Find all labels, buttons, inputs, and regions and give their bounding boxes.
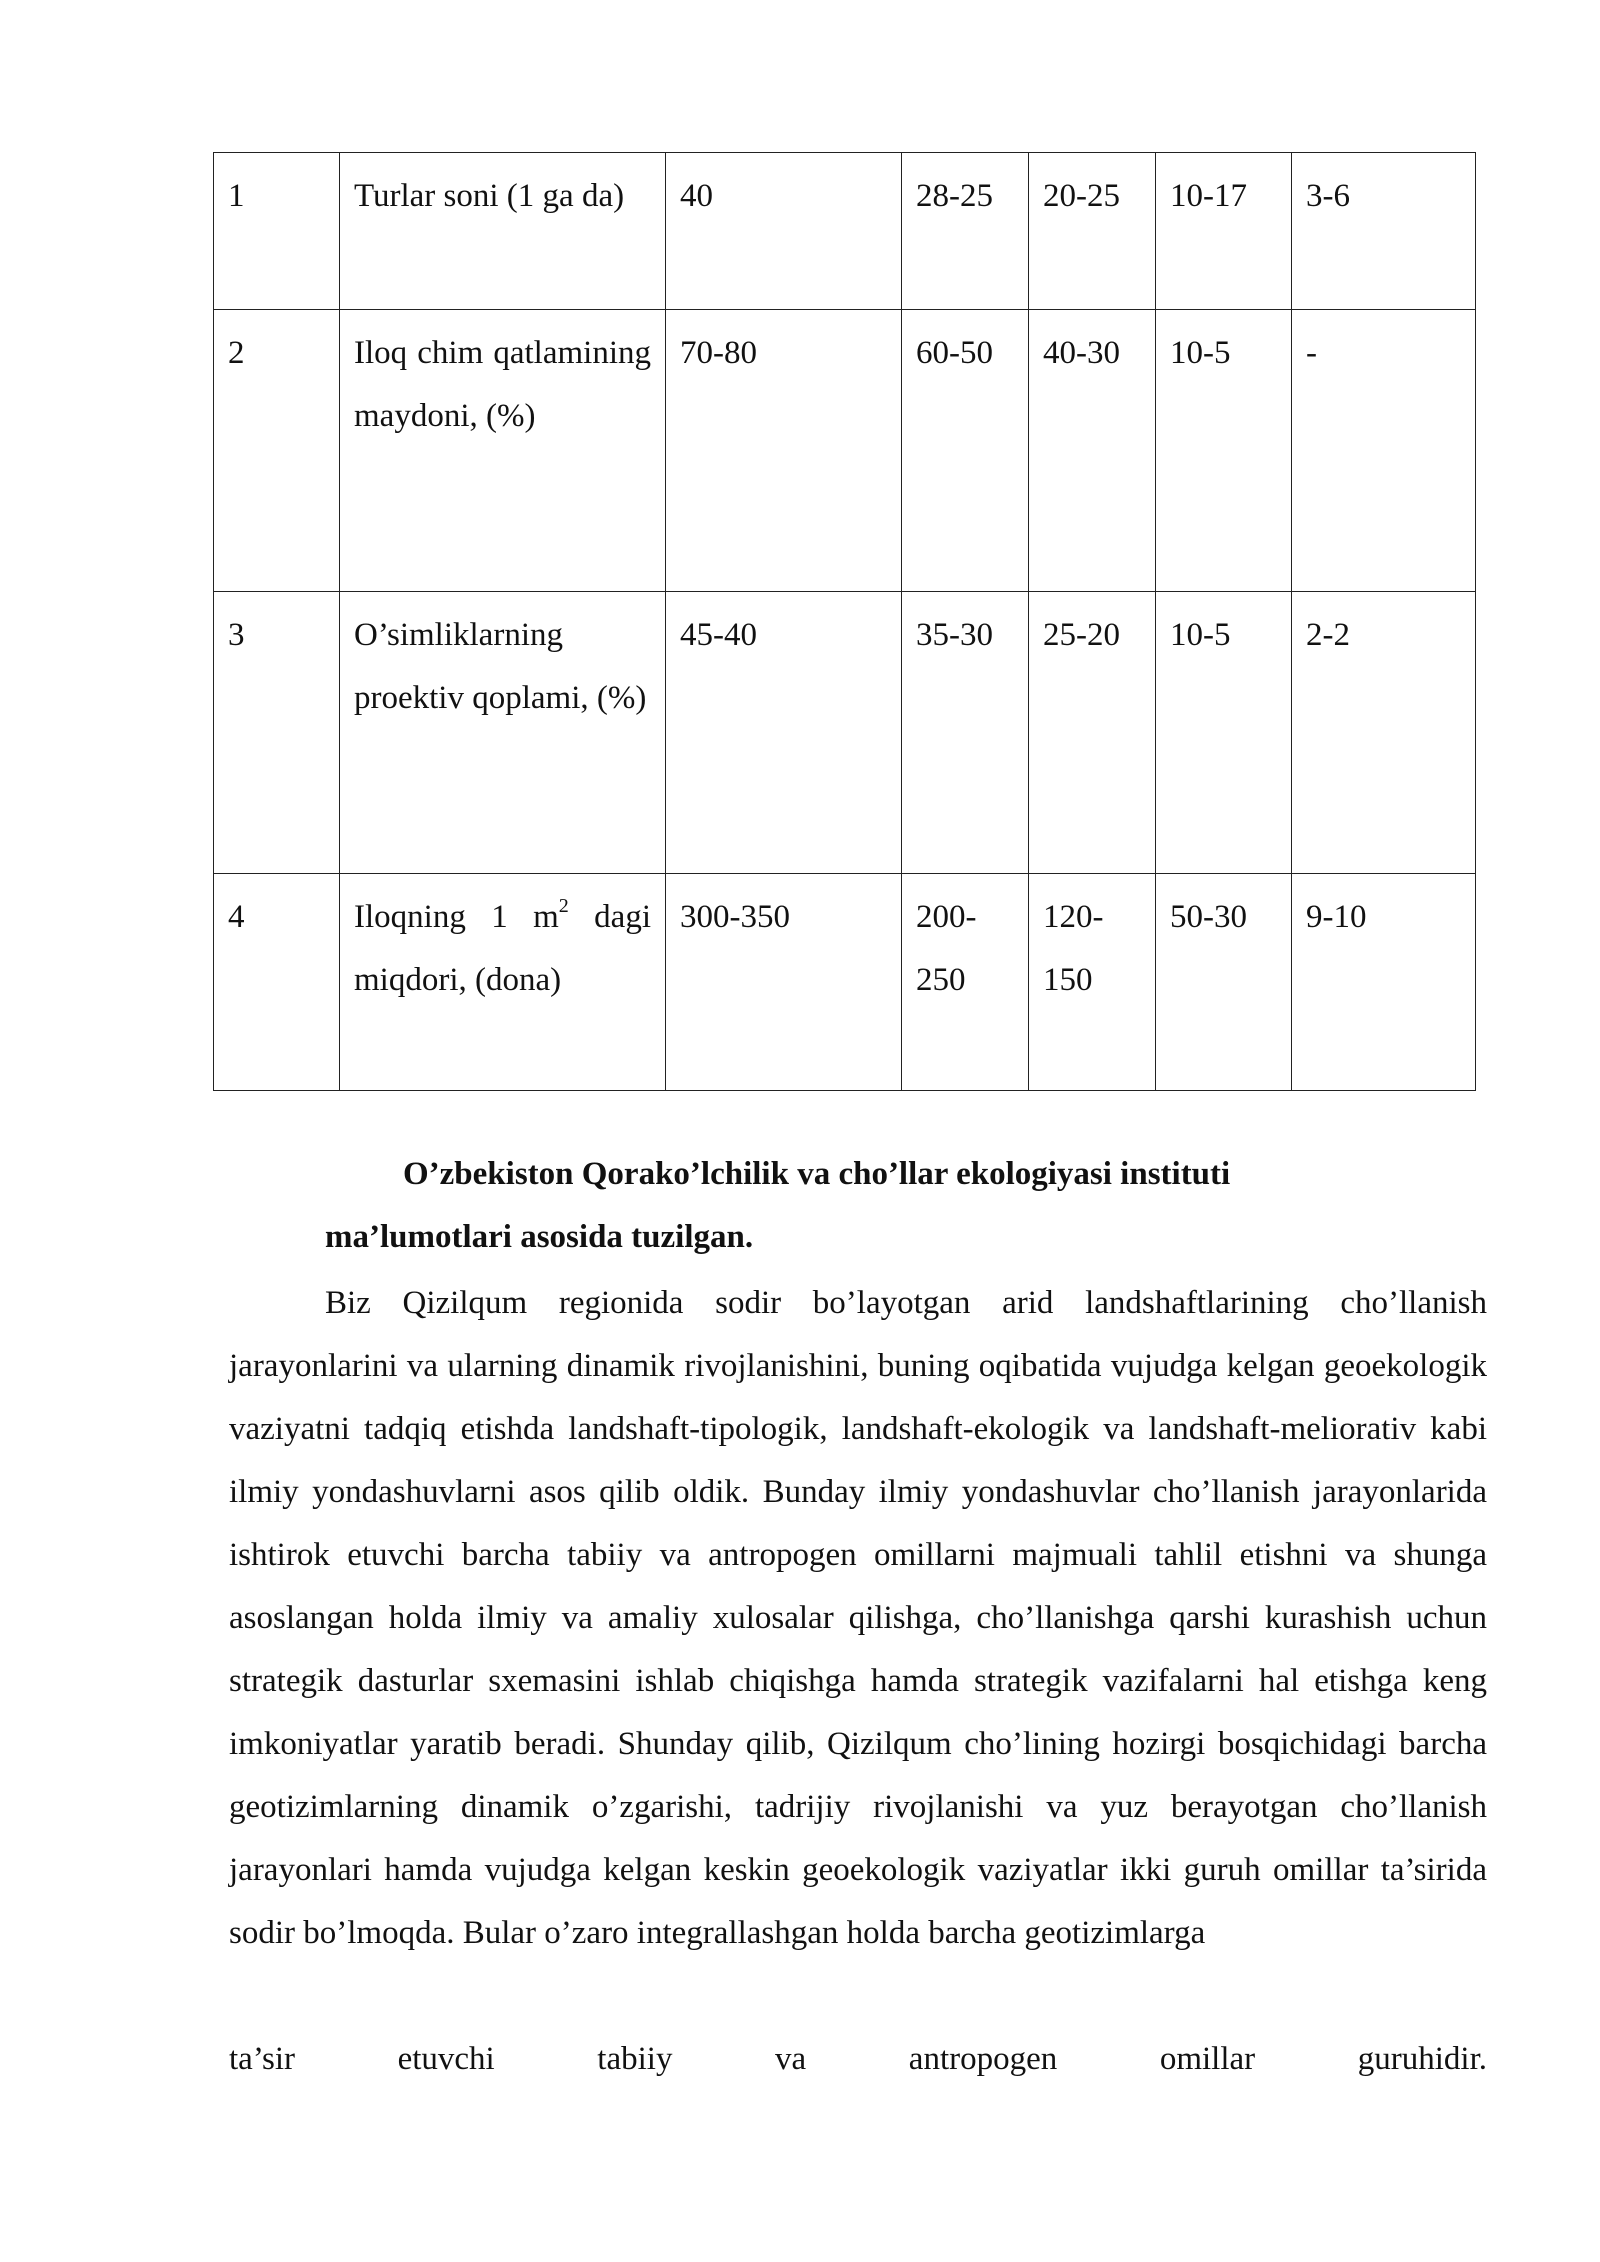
table-row (214, 874, 1476, 1091)
table-row (214, 592, 1476, 874)
table-cell: 2-2 (1292, 592, 1476, 874)
table-cell: 300-350 (666, 874, 902, 1091)
table-cell: 10-5 (1156, 592, 1292, 874)
row-label: Turlar soni (1 ga da) (340, 153, 666, 310)
caption-line: ma’lumotlari asosida tuzilgan. (325, 1219, 754, 1255)
table-cell: 28-25 (902, 153, 1029, 310)
table-cell: 9-10 (1292, 874, 1476, 1091)
body-paragraph: Biz Qizilqum regionida sodir bo’layotgan arid landshaftlarining cho’llanish jarayonlarini va ularning dinamik rivojlanishini, buning oqibatida vujudga kelgan geoekologik vaziyatni tadqiq etishda landshaft-tipologik, landshaft-ekologik va landshaft-meliorativ kabi ilmiy yondashuvlarni asos qilib oldik. Bunday ilmiy yondashuvlar cho’llanish jarayonlarida ishtirok etuvchi barcha tabiiy va antropogen omillarni majmuali tahlil etishni va shunga asoslangan holda ilmiy va amaliy xulosalar qilishga, cho’llanishga qarshi kurashish uchun strategik dasturlar sxemasini ishlab chiqishga hamda strategik vazifalarni hal etishga keng imkoniyatlar yaratib beradi. Shunday qilib, Qizilqum cho’lining hozirgi bosqichidagi barcha geotizimlarning dinamik o’zgarishi, tadrijiy rivojlanishi va yuz berayotgan cho’llanish jarayonlari hamda vujudga kelgan keskin geoekologik vaziyatlar ikki guruh omillar ta’sirida sodir bo’lmoqda. Bular o’zaro integrallashgan holda barcha geotizimlarga (229, 1285, 1487, 1951)
row-label (340, 874, 666, 1091)
table-cell: 70-80 (666, 310, 902, 592)
table-cell: 40 (666, 153, 902, 310)
table-cell: 200-250 (902, 874, 1029, 1091)
row-number: 1 (214, 153, 340, 310)
row-label: Iloq chim qatlamining maydoni, (%) (340, 310, 666, 592)
row-number: 4 (214, 874, 340, 1091)
table-cell: 60-50 (902, 310, 1029, 592)
table-cell: 50-30 (1156, 874, 1292, 1091)
row-label-text: dagi miqdori, (dona) (354, 899, 651, 998)
row-number: 2 (214, 310, 340, 592)
table-cell: 3-6 (1292, 153, 1476, 310)
table-cell: 20-25 (1029, 153, 1156, 310)
table-row (214, 153, 1476, 310)
table-cell: 10-5 (1156, 310, 1292, 592)
table-cell: 25-20 (1029, 592, 1156, 874)
table-cell: - (1292, 310, 1476, 592)
row-label: O’simliklarning proektiv qoplami, (%) (340, 592, 666, 874)
table-source-caption (325, 1143, 1475, 1269)
table-cell: 10-17 (1156, 153, 1292, 310)
body-paragraph-last-line: ta’sir etuvchi tabiiy va antropogen omillar guruhidir. (229, 2041, 1487, 2077)
table-cell: 120-150 (1029, 874, 1156, 1091)
table-cell: 40-30 (1029, 310, 1156, 592)
table-cell: 45-40 (666, 592, 902, 874)
table-cell: 35-30 (902, 592, 1029, 874)
superscript: 2 (558, 895, 569, 917)
row-label-text: Iloqning 1 m (354, 899, 559, 935)
caption-line: O’zbekiston Qorako’lchilik va cho’llar ekologiyasi instituti (403, 1156, 1231, 1192)
table-row (214, 310, 1476, 592)
row-number: 3 (214, 592, 340, 874)
data-table (213, 152, 1476, 1091)
